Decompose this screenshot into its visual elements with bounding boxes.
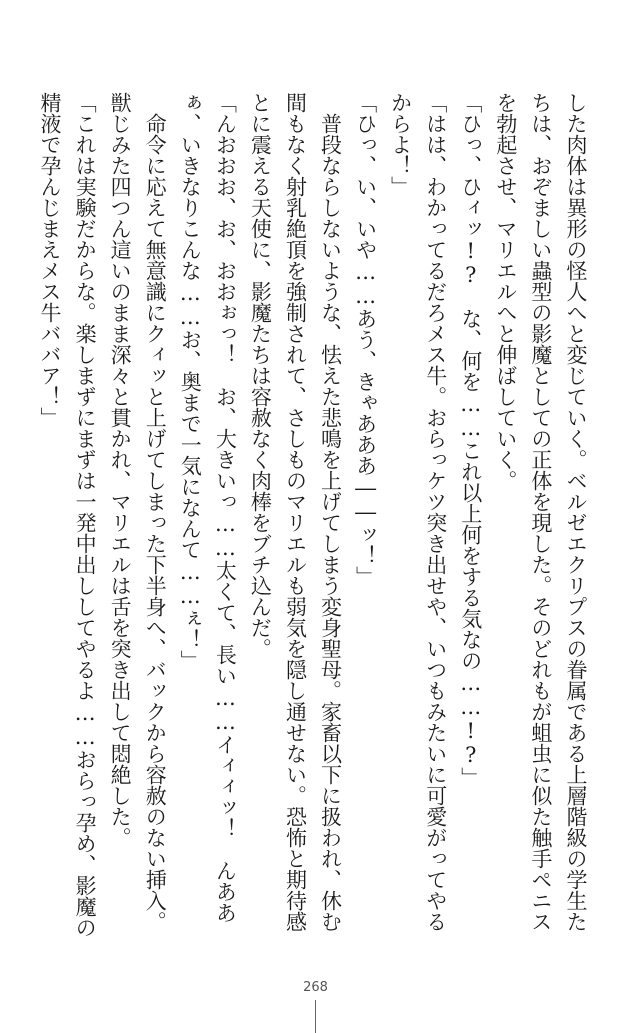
- page-number-rule: [315, 1000, 316, 1033]
- text-line-1: した肉体は異形の怪人へと変じていく。ベルゼエクリプスの眷属である上層階級の学生た: [563, 92, 588, 932]
- text-line-2: ちは、おぞましい蟲型の影魔としての正体を現した。そのどれもが蛆虫に似た触手ペニス: [528, 92, 553, 932]
- text-line-8: 普段ならしないような、怯えた悲鳴を上げてしまう変身聖母。家畜以下に扱われ、休む: [318, 92, 343, 932]
- text-line-12: ぁ、いきなりこんな……お、奥まで一気になんて……ぇ！」: [178, 92, 203, 671]
- text-line-13: 命令に応えて無意識にクィッと上げてしまった下半身へ、バックから容赦のない挿入。: [143, 92, 168, 932]
- text-line-11: 「んおおお、お、おおぉっ！ お、大きいっ……太くて、長い……イィィッ！ んああ: [213, 92, 238, 923]
- text-line-9: 間もなく射乳絶頂を強制されて、さしものマリエルも弱気を隠し通せない。恐怖と期待感: [283, 92, 308, 932]
- text-line-3: を勃起させ、マリエルへと伸ばしていく。: [493, 92, 518, 491]
- page-number: 268: [303, 980, 328, 995]
- text-line-16: 精液で孕んじまえメス牛ババア！」: [38, 92, 62, 428]
- text-line-6: からよ！」: [388, 92, 413, 197]
- text-line-7: 「ひっ、い、いや……あう、きゃあああ――ッ！」: [353, 92, 378, 587]
- vertical-text-body: [35, 92, 591, 942]
- text-line-5: 「はは、わかってるだろメス牛。おらっケツ突き出せや、いつもみたいに可愛がってやる: [423, 92, 448, 932]
- text-line-4: 「ひっ、ひィッ!? な、何を……これ以上何をする気なの……!?」: [458, 92, 483, 788]
- text-line-15: 「これは実験だからな。楽しまずにまずは一発中出ししてやるよ……おらっ孕め、影魔の: [73, 92, 98, 938]
- text-line-14: 獣じみた四つん這いのまま深々と貫かれ、マリエルは舌を突き出して悶絶した。: [108, 92, 133, 848]
- text-line-10: とに震える天使に、影魔たちは容赦なく肉棒をブチ込んだ。: [248, 92, 273, 659]
